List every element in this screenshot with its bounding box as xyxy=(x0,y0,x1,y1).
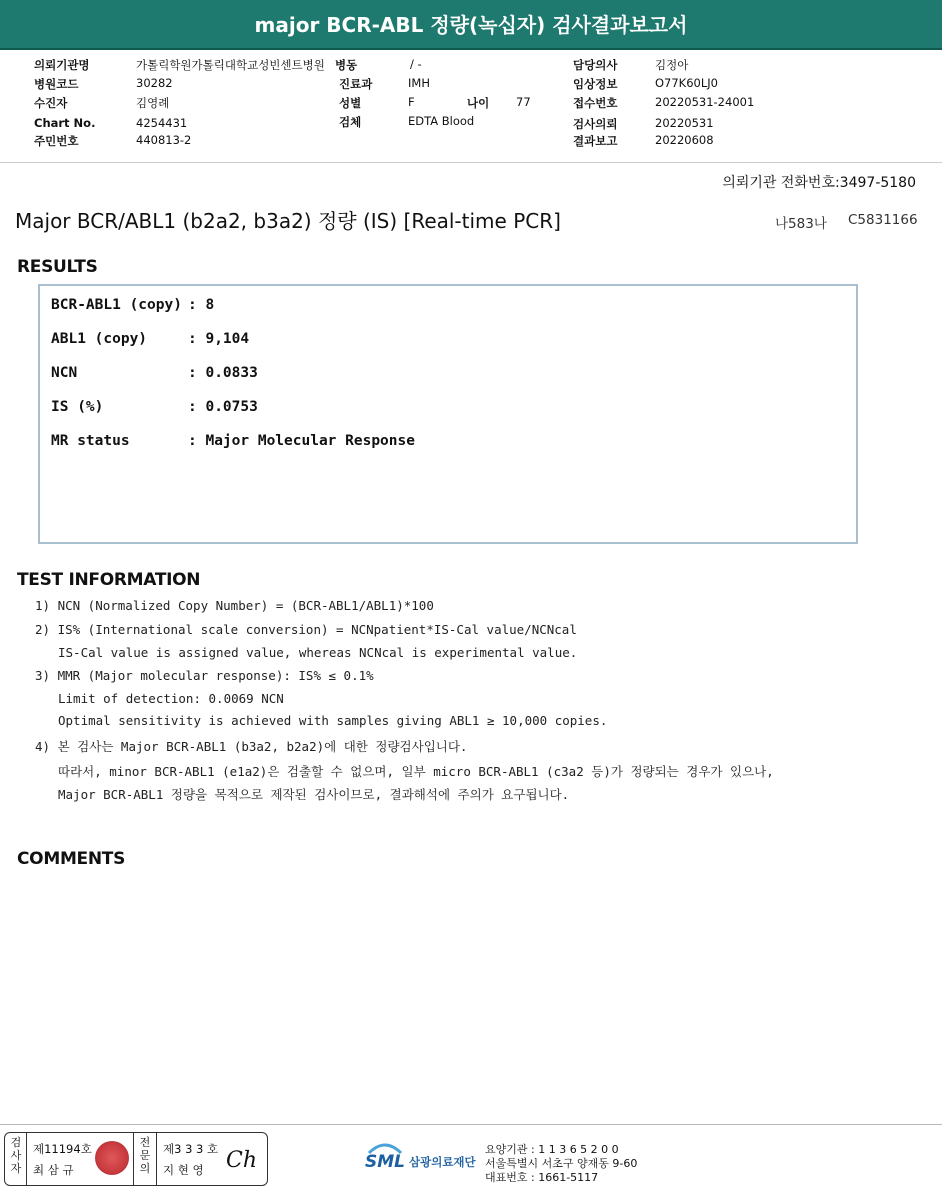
chart-label: Chart No. xyxy=(34,116,96,130)
report-label: 결과보고 xyxy=(573,134,618,148)
chart-value: 4254431 xyxy=(136,116,188,130)
physician-license: 제3 3 3 호 xyxy=(163,1142,219,1156)
dept-value: IMH xyxy=(408,76,430,90)
doctor-label: 담당의사 xyxy=(573,58,618,72)
tester-name: 최 삼 규 xyxy=(33,1163,74,1177)
result-label: MR status xyxy=(51,433,130,449)
result-value: : 9,104 xyxy=(188,331,250,347)
report-title: major BCR-ABL 정량(녹십자) 검사결과보고서 xyxy=(254,13,688,37)
test-info-line: Limit of detection: 0.0069 NCN xyxy=(58,691,284,706)
request-label: 검사의뢰 xyxy=(573,117,618,131)
rrn-value: 440813-2 xyxy=(136,133,192,147)
specimen-label: 검체 xyxy=(339,115,362,129)
rep-phone: 대표번호 : 1661-5117 xyxy=(485,1171,599,1184)
hospital-code-value: 30282 xyxy=(136,76,173,90)
request-value: 20220531 xyxy=(655,116,714,130)
test-info-line: 4) 본 검사는 Major BCR-ABL1 (b3a2, b2a2)에 대한 정량검사입니다. xyxy=(35,739,468,754)
test-info-line: IS-Cal value is assigned value, whereas NCNcal is experimental value. xyxy=(58,645,578,660)
signature: Ch xyxy=(226,1148,258,1173)
institution-phone: 의뢰기관 전화번호:3497-5180 xyxy=(722,175,916,191)
clinical-label: 임상정보 xyxy=(573,77,618,91)
result-value: : Major Molecular Response xyxy=(188,433,415,449)
tester-license: 제11194호 xyxy=(33,1142,92,1156)
age-label: 나이 xyxy=(467,96,490,110)
address: 서울특별시 서초구 양재동 9-60 xyxy=(485,1157,638,1170)
result-label: IS (%) xyxy=(51,399,104,415)
test-info-line: Major BCR-ABL1 정량을 목적으로 제작된 검사이므로, 결과해석에 주의가 요구됩니다. xyxy=(58,787,570,802)
receipt-value: 20220531-24001 xyxy=(655,95,755,109)
test-info-line: 따라서, minor BCR-ABL1 (e1a2)은 검출할 수 없으며, 일부 micro BCR-ABL1 (c3a2 등)가 정량되는 경우가 있으나, xyxy=(58,764,774,779)
sex-label: 성별 xyxy=(339,96,362,110)
ward-value: / - xyxy=(410,57,422,71)
results-heading: RESULTS xyxy=(17,257,98,277)
physician-label: 전 문 의 xyxy=(139,1136,151,1175)
test-title: Major BCR/ABL1 (b2a2, b3a2) 정량 (IS) [Real-time PCR] xyxy=(15,209,561,233)
test-code-1: 나583나 xyxy=(775,216,827,232)
patient-label: 수진자 xyxy=(34,96,68,110)
receipt-label: 접수번호 xyxy=(573,96,618,110)
result-label: ABL1 (copy) xyxy=(51,331,148,347)
test-info-line: 2) IS% (International scale conversion) = NCNpatient*IS-Cal value/NCNcal xyxy=(35,622,577,637)
institution-value: 가톨릭학원가톨릭대학교성빈센트병원 xyxy=(136,58,325,72)
org-name: 삼광의료재단 xyxy=(409,1155,476,1169)
results-box xyxy=(38,284,858,544)
result-label: NCN xyxy=(51,365,78,381)
physician-name: 지 현 영 xyxy=(163,1163,204,1177)
sml-logo-text: SML xyxy=(365,1152,405,1172)
dept-label: 진료과 xyxy=(339,77,373,91)
result-value: : 0.0753 xyxy=(188,399,258,415)
age-value: 77 xyxy=(516,95,531,109)
tester-label: 검 사 자 xyxy=(10,1136,22,1175)
test-info-line: 3) MMR (Major molecular response): IS% ≤ 0.1% xyxy=(35,668,374,683)
result-label: BCR-ABL1 (copy) xyxy=(51,297,182,313)
test-code-2: C5831166 xyxy=(848,212,918,228)
result-value: : 8 xyxy=(188,297,215,313)
result-value: : 0.0833 xyxy=(188,365,258,381)
report-value: 20220608 xyxy=(655,133,714,147)
sex-value: F xyxy=(408,95,415,109)
seal-stamp xyxy=(95,1141,129,1175)
rrn-label: 주민번호 xyxy=(34,134,79,148)
ward-label: 병동 xyxy=(335,58,358,72)
footer-divider xyxy=(0,1124,942,1125)
institution-label: 의뢰기관명 xyxy=(34,58,90,72)
doctor-value: 김정아 xyxy=(655,58,689,72)
test-info-line: 1) NCN (Normalized Copy Number) = (BCR-ABL1/ABL1)*100 xyxy=(35,598,434,613)
care-institution-no: 요양기관 : 1 1 3 6 5 2 0 0 xyxy=(485,1143,619,1156)
clinical-value: O77K60LJ0 xyxy=(655,76,718,90)
specimen-value: EDTA Blood xyxy=(408,114,475,128)
comments-heading: COMMENTS xyxy=(17,849,126,869)
hospital-code-label: 병원코드 xyxy=(34,77,79,91)
test-info-heading: TEST INFORMATION xyxy=(17,570,201,590)
divider xyxy=(0,162,942,163)
test-info-line: Optimal sensitivity is achieved with samples giving ABL1 ≥ 10,000 copies. xyxy=(58,713,608,728)
patient-value: 김영례 xyxy=(136,96,170,110)
